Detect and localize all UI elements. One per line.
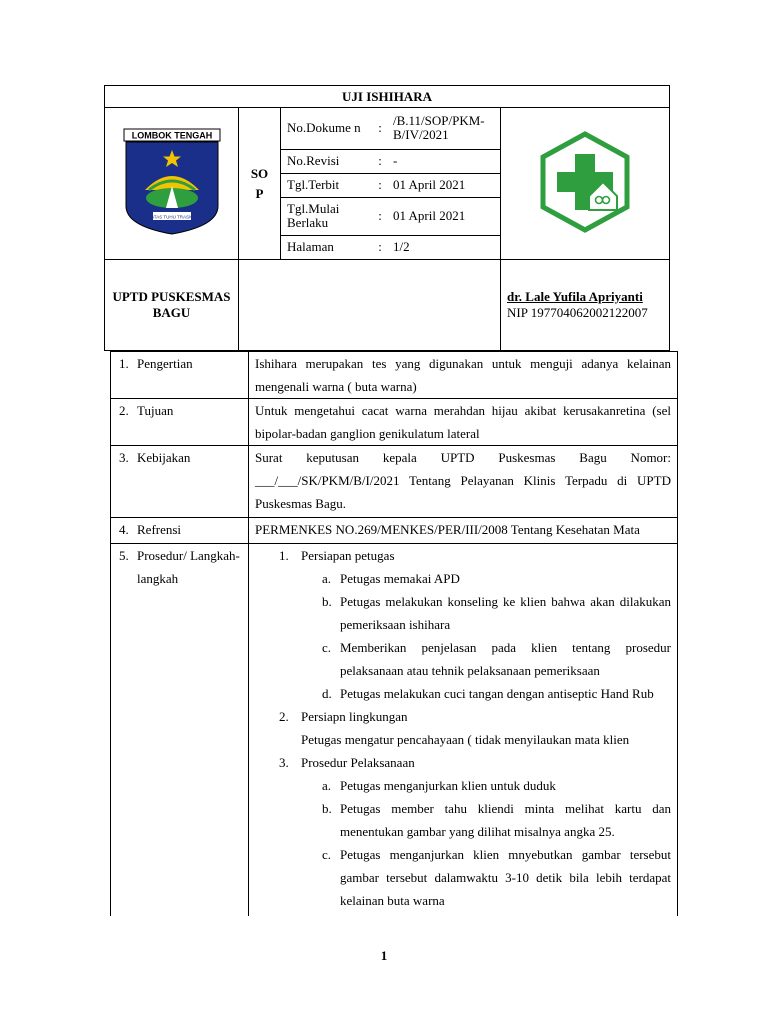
list-item: a. Petugas menganjurkan klien untuk duduk [322, 778, 556, 793]
blank-cell [239, 260, 501, 351]
meta-row-revision: No.Revisi : - [281, 149, 500, 173]
sop-header-table [104, 85, 670, 351]
section-row [111, 399, 678, 446]
step-note: Petugas mengatur pencahayaan ( tidak menyilaukan mata klien [301, 732, 630, 747]
section-number: 4. [119, 522, 129, 537]
regency-logo-cell [105, 108, 239, 260]
list-item: b. Petugas melakukan konseling ke klien bahwa akan dilakukan pemeriksaan ishihara [322, 594, 671, 632]
section-row [111, 446, 678, 518]
logo-label: LOMBOK TENGAH [131, 130, 212, 140]
list-item: d. Petugas melakukan cuci tangan dengan antiseptic Hand Rub [322, 686, 654, 701]
puskesmas-emblem-icon [537, 130, 633, 234]
section-number: 2. [119, 403, 129, 418]
procedure-steps [249, 544, 678, 916]
document-meta [281, 108, 501, 260]
signer-name: dr. Lale Yufila Apriyanti [507, 289, 643, 304]
meta-row-issue-date: Tgl.Terbit : 01 April 2021 [281, 173, 500, 197]
step-items [322, 774, 671, 912]
meta-row-page: Halaman : 1/2 [287, 239, 410, 255]
logo-motto: TATAS TUHU TRASNA [148, 214, 195, 219]
organization-name: UPTD PUSKESMAS BAGU [105, 260, 239, 351]
meta-row-document-number: No.Dokume n : /B.11/SOP/PKM-B/IV/2021 [281, 108, 500, 149]
section-number: 3. [119, 450, 129, 465]
meta-table [281, 108, 500, 259]
step-title: Persiapan petugas [301, 548, 395, 563]
section-label: Kebijakan [137, 450, 191, 465]
section-label: Pengertian [137, 356, 193, 371]
step-title: Prosedur Pelaksanaan [301, 755, 415, 770]
puskesmas-emblem-cell [501, 108, 670, 260]
list-item: c. Petugas menganjurkan klien mnyebutkan gambar tersebut gambar tersebut dalamwaktu 3-10 detik bila lebih terdapat kelainan buta warna [322, 847, 671, 908]
section-number: 1. [119, 356, 129, 371]
step-items [322, 567, 671, 705]
lombok-tengah-logo [123, 128, 221, 236]
signature-block [501, 260, 670, 351]
document-title: UJI ISHIHARA [105, 86, 670, 108]
sop-content-table [110, 351, 678, 916]
meta-row-effective-date: Tgl.Mulai Berlaku : 01 April 2021 [281, 197, 500, 235]
section-text: Ishihara merupakan tes yang digunakan untuk menguji adanya kelainan mengenali warna ( buta warna) [249, 352, 678, 399]
procedure-step: 2. Persiapn lingkungan Petugas mengatur pencahayaan ( tidak menyilaukan mata klien [279, 705, 671, 751]
step-title: Persiapn lingkungan [301, 709, 408, 724]
procedure-step: 1. Persiapan petugas a. Petugas memakai APD b. Petugas melakukan konseling ke klien bahwa akan dilakukan pemeriksaan ishihara c. Memberikan penjelasan pada klien tentang prosedur pelaksanaan atau tehnik pelaksanaan pemeriksaan d. Petugas melakukan cuci tangan dengan antiseptic Hand Rub [279, 544, 671, 705]
section-row [111, 352, 678, 399]
section-text: Surat keputusan kepala UPTD Puskesmas Bagu Nomor: ___/___/SK/PKM/B/I/2021 Tentang Pelayanan Klinis Terpadu di UPTD Puskesmas Bagu. [249, 446, 678, 518]
section-text: PERMENKES NO.269/MENKES/PER/III/2008 Tentang Kesehatan Mata [249, 518, 678, 544]
section-label: Prosedur/ Langkah-langkah [137, 548, 240, 586]
procedure-step: 3. Prosedur Pelaksanaan a. Petugas menganjurkan klien untuk duduk b. Petugas member tahu kliendi minta melihat kartu dan menentukan gambar yang dilihat misalnya angka 25. c. Petugas menganjurkan klien mnyebutkan gambar tersebut gambar tersebut dalamwaktu 3-10 detik bila lebih terdapat kelainan buta warna [279, 751, 671, 912]
section-label: Tujuan [137, 403, 174, 418]
section-number: 5. [119, 548, 129, 563]
sop-label: SO P [239, 108, 281, 260]
list-item: c. Memberikan penjelasan pada klien tentang prosedur pelaksanaan atau tehnik pelaksanaan pemeriksaan [322, 640, 671, 678]
signer-nip: NIP 197704062002122007 [507, 305, 648, 320]
list-item: a. Petugas memakai APD [322, 571, 460, 586]
procedure-list [255, 544, 671, 912]
section-text: Untuk mengetahui cacat warna merahdan hijau akibat kerusakanretina (sel bipolar-badan ganglion genikulatum lateral [249, 399, 678, 446]
section-label: Refrensi [137, 522, 182, 537]
list-item: b. Petugas member tahu kliendi minta melihat kartu dan menentukan gambar yang dilihat misalnya angka 25. [322, 801, 671, 839]
section-row-procedure [111, 544, 678, 916]
page-number: 1 [380, 948, 388, 963]
section-row [111, 518, 678, 544]
